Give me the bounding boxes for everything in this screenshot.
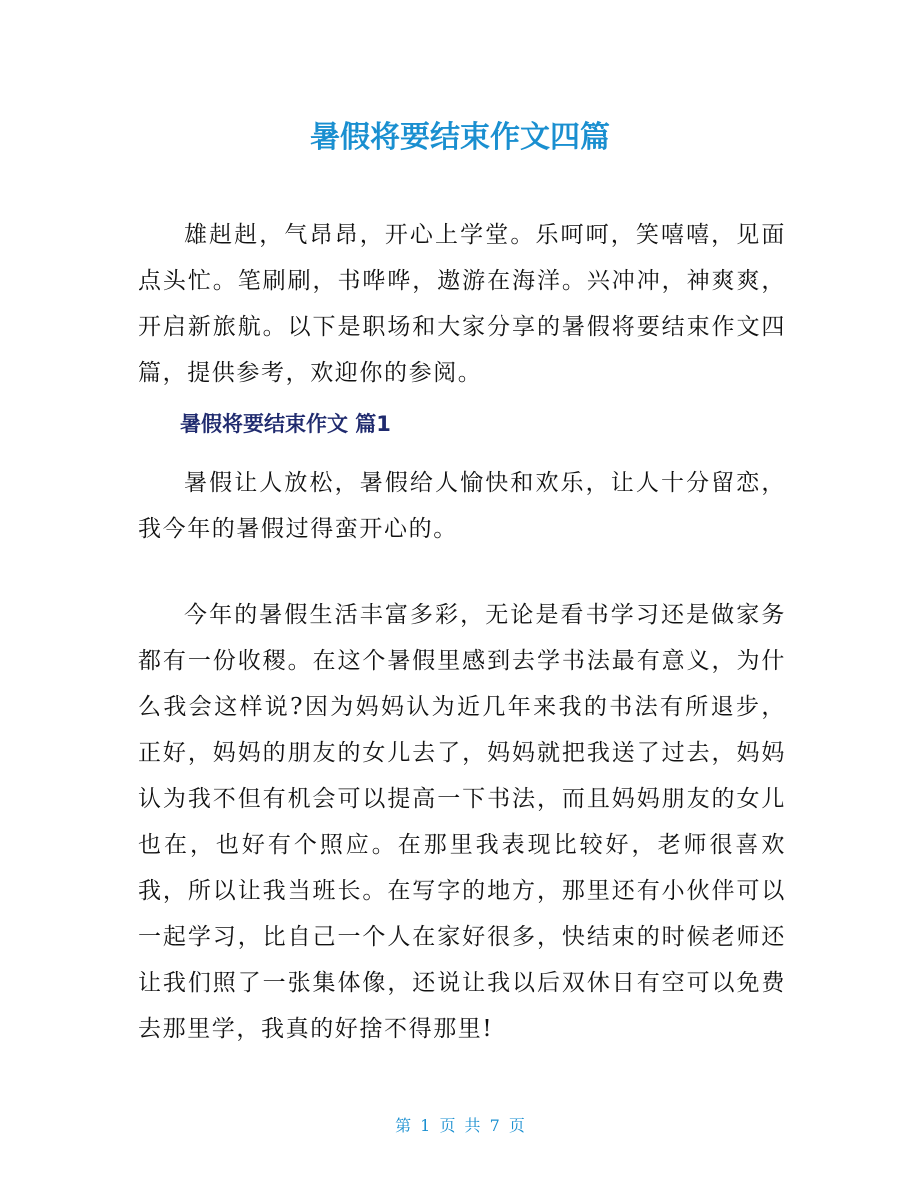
section-heading-1: 暑假将要结束作文 篇1: [180, 412, 391, 436]
section-1-body: [138, 460, 786, 1052]
section-1-paragraph-1: 暑假让人放松，暑假给人愉快和欢乐，让人十分留恋，我今年的暑假过得蛮开心的。: [138, 470, 786, 542]
intro-paragraph: 雄赳赳，气昂昂，开心上学堂。乐呵呵，笑嘻嘻，见面点头忙。笔刷刷，书哗哗，遨游在海洋。兴冲冲，神爽爽，开启新旅航。以下是职场和大家分享的暑假将要结束作文四篇，提供参考，欢迎你的参阅。: [138, 222, 786, 386]
section-1-paragraph-2: 今年的暑假生活丰富多彩，无论是看书学习还是做家务都有一份收稷。在这个暑假里感到去学书法最有意义，为什么我会这样说?因为妈妈认为近几年来我的书法有所退步，正好，妈妈的朋友的女儿去了，妈妈就把我送了过去，妈妈认为我不但有机会可以提高一下书法，而且妈妈朋友的女儿也在，也好有个照应。在那里我表现比较好，老师很喜欢我，所以让我当班长。在写字的地方，那里还有小伙伴可以一起学习，比自己一个人在家好很多，快结束的时候老师还让我们照了一张集体像，还说让我以后双休日有空可以免费去那里学，我真的好捨不得那里!: [138, 602, 786, 1042]
intro-block: [138, 212, 786, 396]
page-number-footer: 第 1 页 共 7 页: [395, 1116, 525, 1135]
document-title: 暑假将要结束作文四篇: [310, 120, 610, 155]
